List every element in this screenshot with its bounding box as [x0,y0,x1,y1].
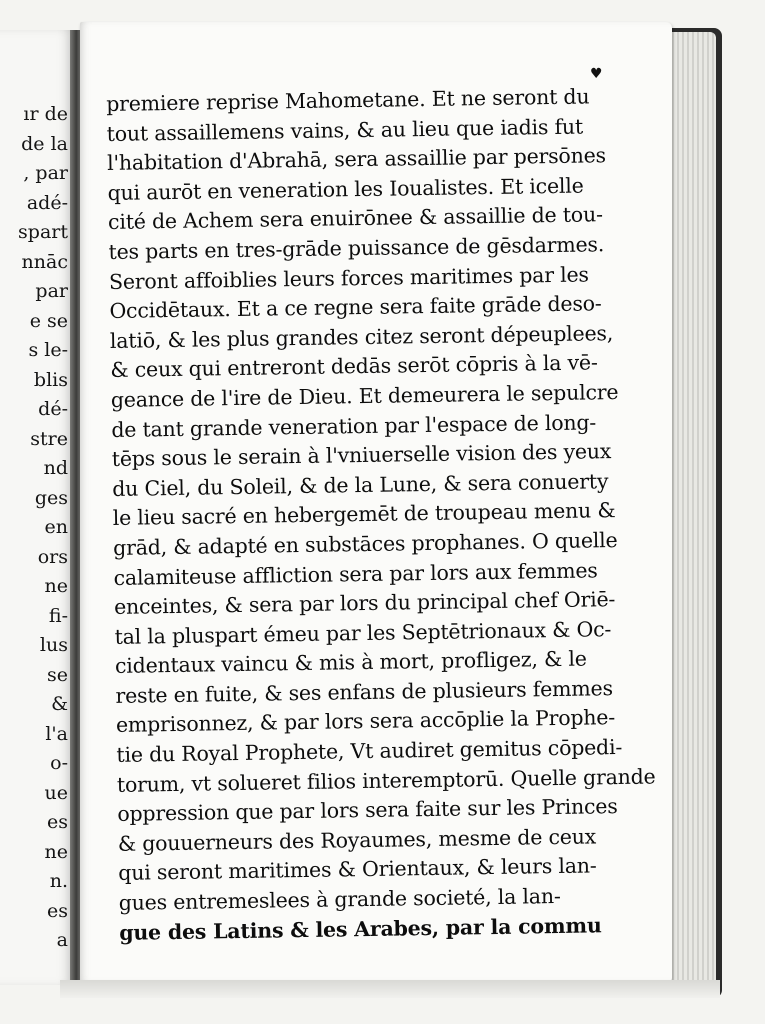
left-page-line: de la [21,132,68,155]
left-page-line: stre [30,427,68,450]
text-line: oppression que par lors sera faite sur les Princes [117,794,618,827]
left-page-line: ne [44,840,68,863]
text-line: geance de l'ire de Dieu. Et demeurera le sepulcre [110,379,619,412]
left-page-line: n. [49,870,68,892]
left-page-line: es [47,899,68,922]
text-line: le lieu sacré en hebergemēt de troupeau menu & [112,498,616,531]
text-line: & gouuerneurs des Royaumes, mesme de ceux [117,824,597,856]
text-line: qui seront maritimes & Orientaux, & leurs lan- [118,853,597,886]
left-page-line: nd [43,457,68,479]
text-line: cidentaux vaincu & mis à mort, profligez, & le [114,646,587,679]
left-page-line: par [35,280,68,302]
left-page-line: en [44,516,68,538]
heart-ornament: ♥ [590,66,603,82]
left-page-line: se [47,663,68,686]
left-page-text [8,100,68,956]
left-page-line: lus [39,634,68,656]
left-page-line: s le- [28,339,68,361]
text-line: qui aurōt en veneration les Ioualistes. Et icelle [107,173,584,205]
text-line: Occidētaux. Et a ce regne sera faite grāde deso- [109,291,602,324]
right-page-text [106,82,659,949]
left-page-line: blis [33,368,68,391]
left-page-line: es [47,811,68,833]
left-page-line: ne [44,575,68,597]
text-line: premiere reprise Mahometane. Et ne seront du [106,84,590,116]
text-line: gues entremeslees à grande societé, la lan- [118,883,561,915]
text-line: enceintes, & sera par lors du principal chef Oriē- [113,587,616,620]
text-line: tes parts en tres-grāde puissance de gēsdarmes. [108,232,605,264]
text-line: latiō, & les plus grandes citez seront dépeuplees, [109,320,614,353]
text-line: tie du Royal Prophete, Vt audiret gemitus cōpedi- [116,735,623,767]
left-page-line: ır de [23,103,68,125]
left-page-line: , par [23,162,68,184]
text-line: de tant grande veneration par l'espace de long- [111,409,597,442]
left-page-line: ue [44,781,68,804]
text-line: emprisonnez, & par lors sera accōplie la Prophe- [115,705,616,738]
text-line: calamiteuse affliction sera par lors aux femmes [113,557,598,590]
text-line: grād, & adapté en substāces prophanes. O quelle [113,527,618,560]
left-page-line: ors [37,545,68,568]
page-bottom-edge [60,980,720,998]
text-line: tal la pluspart émeu par les Septētrionaux & Oc- [114,616,612,649]
text-line: & ceux qui entreront dedās serōt cōpris à la vē- [110,350,598,383]
left-page-line: adé- [26,191,68,214]
text-line: tout assaillemens vains, & au lieu que iadis fut [106,114,584,146]
left-page-line: dé- [38,398,68,420]
text-line: reste en fuite, & ses enfans de plusieurs femmes [115,675,613,708]
left-page-line: ges [34,486,68,509]
text-line: Seront affoiblies leurs forces maritimes par les [108,262,589,294]
left-page-line: spart [18,221,68,243]
text-line: du Ciel, du Soleil, & de la Lune, & sera conuerty [112,468,609,501]
text-line: torum, vt solueret filios interemptorū. Quelle grande [116,764,656,797]
text-line: cité de Achem sera enuirōnee & assaillie de tou- [107,202,603,235]
left-page-line: & [51,693,68,715]
text-line: tēps sous le serain à l'vniuerselle vision des yeux [111,439,612,472]
text-line: gue des Latins & les Arabes, par la commu [119,912,602,945]
left-page-line: a [56,929,68,951]
left-page-line: nnāc [21,250,68,273]
left-page-line: l'a [45,722,68,745]
left-page-line: o- [50,752,68,774]
text-line: l'habitation d'Abrahā, sera assaillie par persōnes [106,143,607,176]
left-page [0,30,76,985]
left-page-line: e se [29,309,68,332]
left-page-line: fi- [48,604,68,627]
